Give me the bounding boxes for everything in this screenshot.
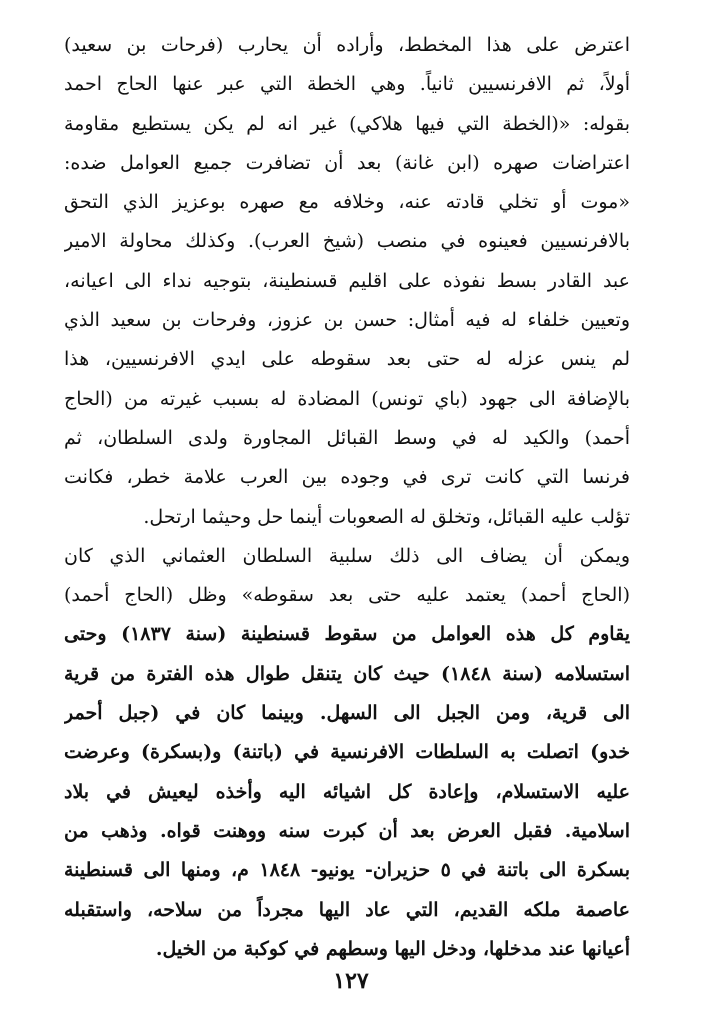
text-line: لم ينس عزله له حتى بعد سقوطه على ايدي الافرنسيين، هذا xyxy=(64,348,630,371)
page-number: ١٢٧ xyxy=(333,968,369,994)
text-line: «موت أو تخلي قادته عنه، وخلافه مع صهره بوعزيز الذي التحق xyxy=(64,191,630,214)
text-line: بالافرنسيين فعينوه في منصب (شيخ العرب). وكذلك محاولة الامير xyxy=(64,230,630,253)
text-line: اسلامية. فقبل العرض بعد أن كبرت سنه ووهنت قواه. وذهب من xyxy=(64,819,630,842)
text-line: عاصمة ملكه القديم، التي عاد اليها مجرداً من سلاحه، واستقبله xyxy=(64,898,630,921)
text-line: يقاوم كل هذه العوامل من سقوط قسنطينة (سنة ١٨٣٧) وحتى xyxy=(64,623,630,646)
text-line: استسلامه (سنة ١٨٤٨) حيث كان يتنقل طوال هذه الفترة من قرية xyxy=(64,662,630,685)
text-line: فرنسا التي كانت ترى في وجوده بين العرب علامة خطر، فكانت xyxy=(64,466,630,489)
text-line: أولاً، ثم الافرنسيين ثانياً. وهي الخطة التي عبر عنها الحاج احمد xyxy=(64,73,630,96)
body-text xyxy=(64,26,630,969)
text-line: أعيانها عند مدخلها، ودخل اليها وسطهم في كوكبة من الخيل. xyxy=(155,937,630,960)
text-line: تؤلب عليه القبائل، وتخلق له الصعوبات أينما حل وحيثما ارتحل. xyxy=(143,505,630,528)
text-line: (الحاج أحمد) يعتمد عليه حتى بعد سقوطه» وظل (الحاج أحمد) xyxy=(64,584,630,607)
text-line: بالإضافة الى جهود (باي تونس) المضادة له بسبب غيرته من (الحاج xyxy=(64,387,630,410)
text-line: وتعيين خلفاء له فيه أمثال: حسن بن عزوز، وفرحات بن سعيد الذي xyxy=(64,309,630,332)
text-line: أحمد) والكيد له في وسط القبائل المجاورة ولدى السلطان، ثم xyxy=(64,426,630,449)
text-line: عبد القادر بسط نفوذه على اقليم قسنطينة، بتوجيه نداء الى اعيانه، xyxy=(64,269,630,292)
text-line: ويمكن أن يضاف الى ذلك سلبية السلطان العثماني الذي كان xyxy=(64,544,630,567)
text-line: بسكرة الى باتنة في ٥ حزيران- يونيو- ١٨٤٨ م، ومنها الى قسنطينة xyxy=(64,859,630,882)
text-line: بقوله: «(الخطة التي فيها هلاكي) غير انه لم يكن يستطيع مقاومة xyxy=(64,112,630,135)
text-line: عليه الاستسلام، وإعادة كل اشيائه اليه وأخذه ليعيش في بلاد xyxy=(64,780,630,803)
text-line: الى قرية، ومن الجبل الى السهل. وبينما كان في (جبل أحمر xyxy=(64,702,630,725)
text-line: اعتراضات صهره (ابن غانة) بعد أن تضافرت جميع العوامل ضده: xyxy=(64,151,630,174)
text-line: خدو) اتصلت به السلطات الافرنسية في (باتنة) و(بسكرة) وعرضت xyxy=(64,741,630,764)
text-line: اعترض على هذا المخطط، وأراده أن يحارب (فرحات بن سعيد) xyxy=(64,34,630,56)
